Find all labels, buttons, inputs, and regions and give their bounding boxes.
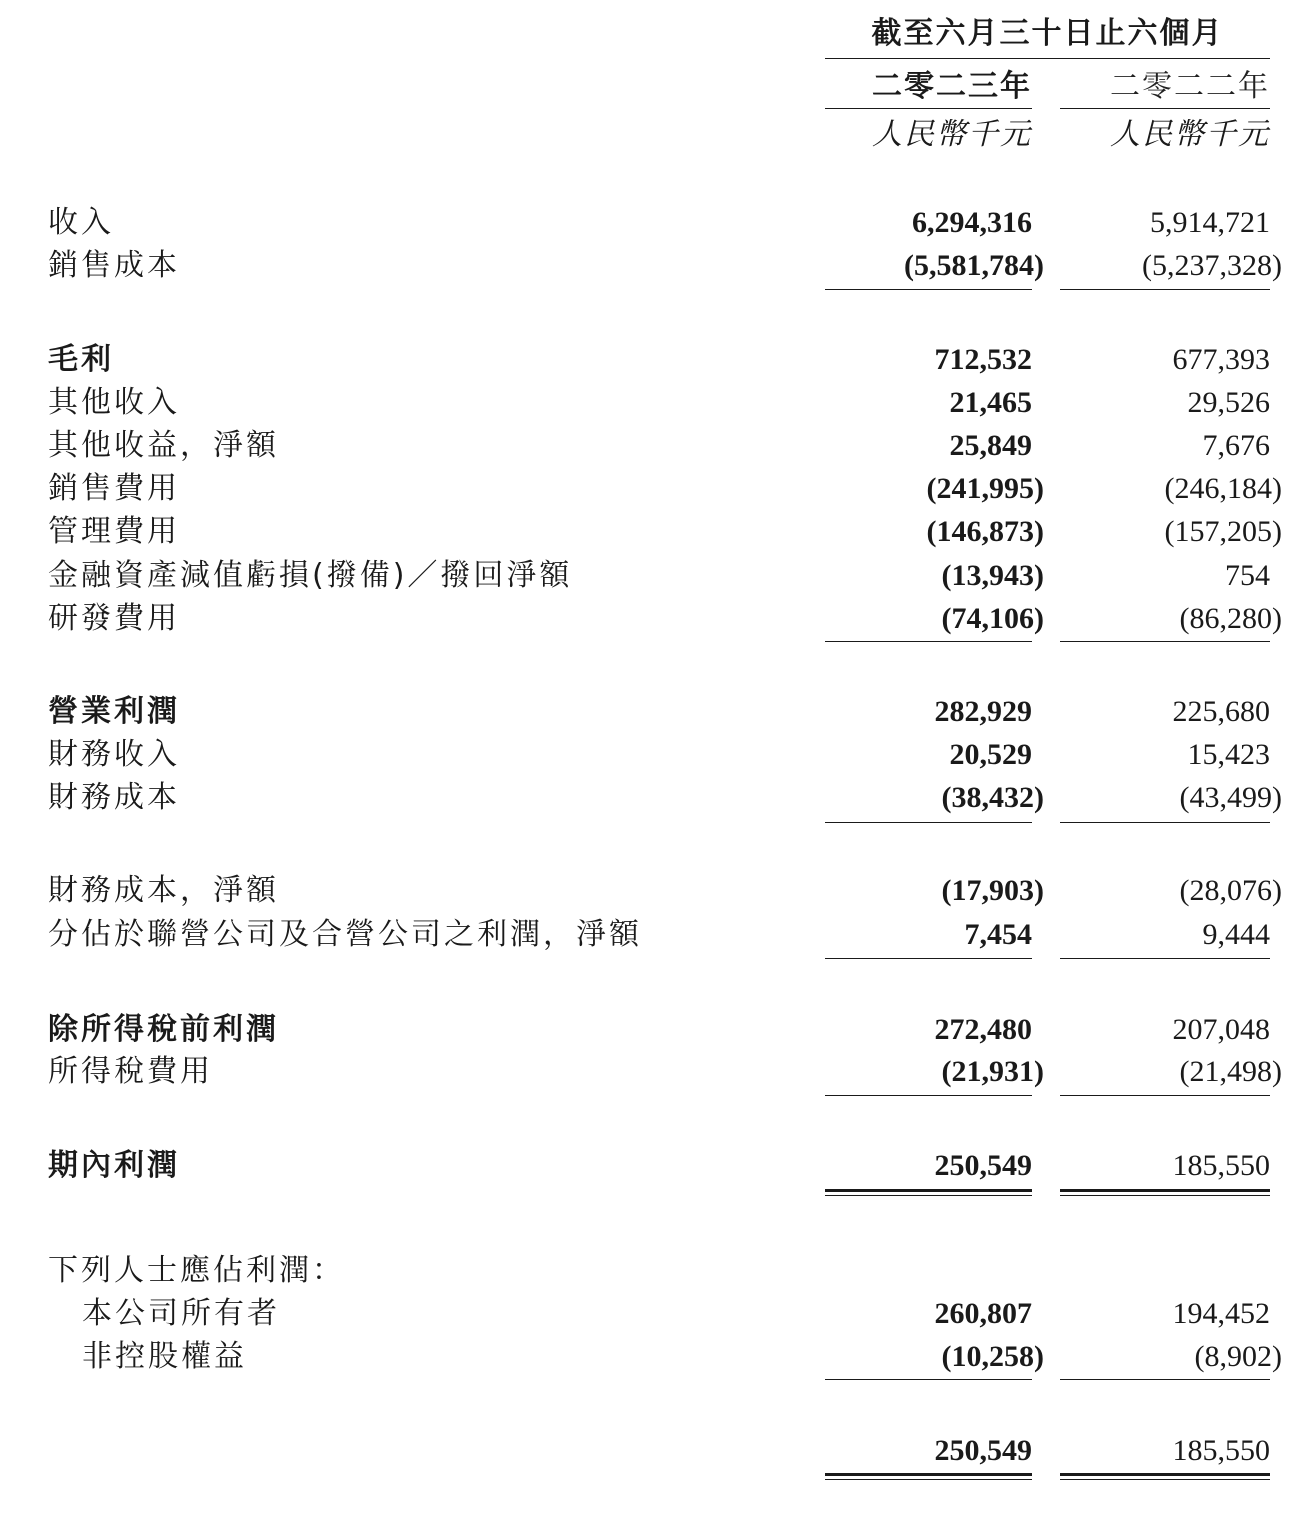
statement-row (0, 1146, 1315, 1186)
row-label: 期內利潤 (48, 1148, 180, 1183)
section-rule (1060, 641, 1270, 642)
row-label: 管理費用 (48, 514, 180, 549)
row-label: 所得稅費用 (48, 1054, 213, 1089)
value-2023: 712,532 (934, 343, 1032, 376)
total-double-rule (825, 1473, 1032, 1480)
total-double-rule (1060, 1473, 1270, 1480)
statement-row (0, 556, 1315, 596)
value-2022: (8,902) (1194, 1340, 1282, 1373)
statement-row (0, 599, 1315, 639)
value-2022: 7,676 (1202, 429, 1270, 462)
row-label: 銷售費用 (48, 471, 180, 506)
row-label: 其他收益，淨額 (48, 428, 279, 463)
row-label: 財務成本，淨額 (48, 873, 279, 908)
statement-row (0, 203, 1315, 243)
row-label: 財務成本 (48, 780, 180, 815)
period-header: 截至六月三十日止六個月 (871, 16, 1224, 51)
value-2022: 207,048 (1172, 1013, 1270, 1046)
value-2022: 754 (1225, 559, 1270, 592)
statement-row (0, 871, 1315, 911)
row-label: 本公司所有者 (82, 1296, 280, 1331)
value-2023: (21,931) (941, 1055, 1044, 1088)
statement-row (0, 1337, 1315, 1377)
section-rule (825, 289, 1032, 290)
value-2023: (5,581,784) (904, 249, 1044, 282)
value-2022: (157,205) (1164, 515, 1282, 548)
value-2023: 6,294,316 (912, 206, 1032, 239)
value-2022: (5,237,328) (1142, 249, 1282, 282)
value-2022: (43,499) (1179, 781, 1282, 814)
value-2022: 29,526 (1187, 386, 1270, 419)
statement-row (0, 915, 1315, 955)
statement-row (0, 1052, 1315, 1092)
value-2023: (241,995) (926, 472, 1044, 505)
period-underline (825, 58, 1270, 59)
year-previous-header: 二零二二年 (1110, 69, 1270, 104)
section-rule (1060, 1379, 1270, 1380)
statement-row (0, 383, 1315, 423)
unit-previous-header: 人民幣千元 (1110, 117, 1270, 152)
value-2022: (28,076) (1179, 874, 1282, 907)
value-2023: 282,929 (934, 695, 1032, 728)
value-2023: 250,549 (934, 1434, 1032, 1467)
value-2023: 20,529 (949, 738, 1032, 771)
value-2022: 225,680 (1172, 695, 1270, 728)
value-2023: (74,106) (941, 602, 1044, 635)
section-rule (825, 958, 1032, 959)
value-2022: (86,280) (1179, 602, 1282, 635)
value-2022: (21,498) (1179, 1055, 1282, 1088)
statement-row (0, 1010, 1315, 1050)
section-rule (1060, 289, 1270, 290)
unit-current-header: 人民幣千元 (872, 117, 1032, 152)
statement-row (0, 246, 1315, 286)
year-current-header: 二零二三年 (872, 69, 1032, 104)
value-2022: 5,914,721 (1150, 206, 1270, 239)
value-2023: (17,903) (941, 874, 1044, 907)
row-label: 毛利 (48, 342, 114, 377)
statement-row (0, 735, 1315, 775)
row-label: 收入 (48, 205, 114, 240)
value-2022: 677,393 (1172, 343, 1270, 376)
value-2022: 185,550 (1172, 1434, 1270, 1467)
total-double-rule (825, 1189, 1032, 1196)
statement-row (0, 692, 1315, 732)
value-2022: 194,452 (1172, 1297, 1270, 1330)
row-label: 銷售成本 (48, 248, 180, 283)
section-rule (825, 641, 1032, 642)
row-label: 分佔於聯營公司及合營公司之利潤，淨額 (48, 917, 642, 952)
value-2023: 250,549 (934, 1149, 1032, 1182)
section-rule (1060, 958, 1270, 959)
value-2023: 21,465 (949, 386, 1032, 419)
value-2023: (38,432) (941, 781, 1044, 814)
row-label: 研發費用 (48, 601, 180, 636)
row-label: 非控股權益 (82, 1339, 247, 1374)
year-current-underline (825, 108, 1032, 109)
statement-row (0, 1294, 1315, 1334)
value-2023: 7,454 (964, 918, 1032, 951)
value-2022: (246,184) (1164, 472, 1282, 505)
statement-row (0, 1251, 1315, 1291)
value-2023: 25,849 (949, 429, 1032, 462)
statement-row (0, 512, 1315, 552)
row-label: 除所得稅前利潤 (48, 1012, 279, 1047)
section-rule (1060, 1095, 1270, 1096)
row-label: 其他收入 (48, 385, 180, 420)
value-2023: 260,807 (934, 1297, 1032, 1330)
statement-row (0, 778, 1315, 818)
row-label: 營業利潤 (48, 694, 180, 729)
year-previous-underline (1060, 108, 1270, 109)
statement-row (0, 469, 1315, 509)
value-2023: (13,943) (941, 559, 1044, 592)
section-rule (825, 822, 1032, 823)
row-label: 財務收入 (48, 737, 180, 772)
row-label: 金融資產減值虧損(撥備)／撥回淨額 (48, 558, 573, 593)
statement-row (0, 426, 1315, 466)
section-rule (1060, 822, 1270, 823)
value-2022: 15,423 (1187, 738, 1270, 771)
statement-row (0, 340, 1315, 380)
statement-row (0, 1431, 1315, 1471)
value-2022: 9,444 (1202, 918, 1270, 951)
section-rule (825, 1379, 1032, 1380)
value-2023: (146,873) (926, 515, 1044, 548)
value-2022: 185,550 (1172, 1149, 1270, 1182)
section-rule (825, 1095, 1032, 1096)
total-double-rule (1060, 1189, 1270, 1196)
row-label: 下列人士應佔利潤： (48, 1253, 345, 1288)
value-2023: (10,258) (941, 1340, 1044, 1373)
value-2023: 272,480 (934, 1013, 1032, 1046)
